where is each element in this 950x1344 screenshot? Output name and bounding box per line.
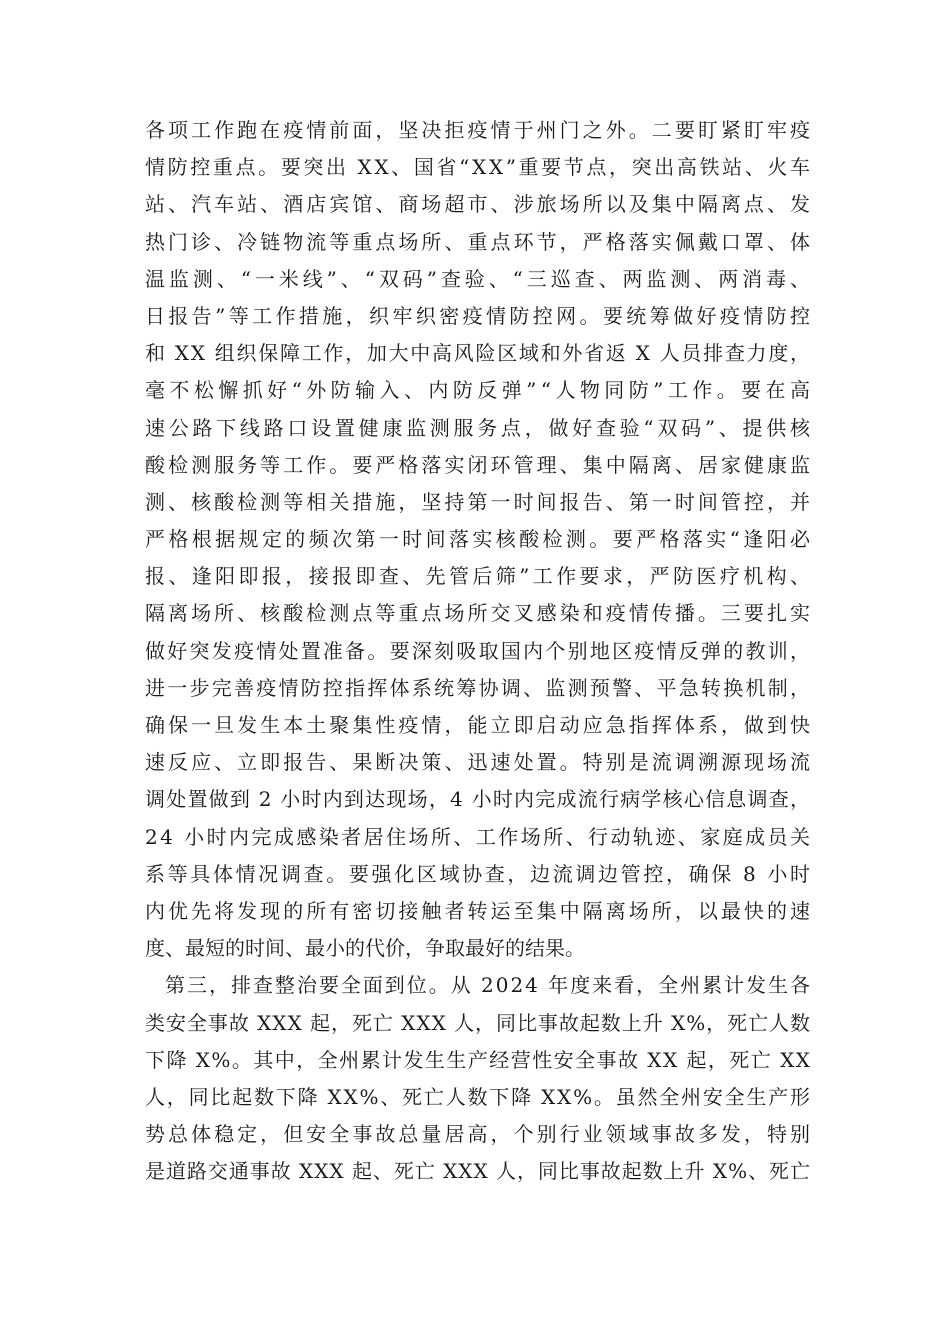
text-line: 日报告”等工作措施，织牢织密疫情防控网。要统筹做好疫情防控 bbox=[145, 303, 814, 328]
text-line: 势总体稳定，但安全事故总量居高，个别行业领域事故多发，特别 bbox=[145, 1122, 814, 1147]
text-line: 调处置做到 2 小时内到达现场，4 小时内完成流行病学核心信息调查， bbox=[145, 787, 812, 812]
text-line: 类安全事故 XXX 起，死亡 XXX 人，同比事故起数上升 X%，死亡人数 bbox=[145, 1010, 811, 1035]
text-line: 系等具体情况调查。要强化区域协查，边流调边管控，确保 8 小时 bbox=[145, 861, 813, 886]
text-line: 是道路交通事故 XXX 起、死亡 XXX 人，同比事故起数上升 X%、死亡 bbox=[145, 1159, 811, 1184]
text-line: 内优先将发现的所有密切接触者转运至集中隔离场所，以最快的速 bbox=[145, 898, 814, 923]
document-body bbox=[145, 112, 815, 1190]
text-line: 测、核酸检测等相关措施，坚持第一时间报告、第一时间管控，并 bbox=[145, 489, 814, 514]
text-line: 热门诊、冷链物流等重点场所、重点环节，严格落实佩戴口罩、体 bbox=[145, 229, 814, 254]
text-line: 情防控重点。要突出 XX、国省“XX”重要节点，突出高铁站、火车 bbox=[145, 155, 813, 180]
text-line-first: 第三，排查整治要全面到位。从 2024 年度来看，全州累计发生各 bbox=[165, 973, 812, 998]
text-line: 温监测、“一米线”、“双码”查验、“三巡查、两监测、两消毒、 bbox=[145, 266, 814, 291]
text-line: 酸检测服务等工作。要严格落实闭环管理、集中隔离、居家健康监 bbox=[145, 452, 814, 477]
text-line: 和 XX 组织保障工作，加大中高风险区域和外省返 X 人员排查力度， bbox=[145, 341, 812, 366]
text-line: 24 小时内完成感染者居住场所、工作场所、行动轨迹、家庭成员关 bbox=[145, 824, 813, 849]
text-line: 毫不松懈抓好“外防输入、内防反弹”“人物同防”工作。要在高 bbox=[145, 378, 815, 403]
text-line: 速反应、立即报告、果断决策、迅速处置。特别是流调溯源现场流 bbox=[145, 750, 814, 775]
text-line: 报、逢阳即报，接报即查、先管后筛”工作要求，严防医疗机构、 bbox=[145, 564, 814, 589]
text-line: 隔离场所、核酸检测点等重点场所交叉感染和疫情传播。三要扎实 bbox=[145, 601, 814, 626]
text-line: 确保一旦发生本土聚集性疫情，能立即启动应急指挥体系，做到快 bbox=[145, 713, 814, 737]
text-line: 站、汽车站、酒店宾馆、商场超市、涉旅场所以及集中隔离点、发 bbox=[145, 192, 814, 217]
text-line: 速公路下线路口设置健康监测服务点，做好查验“双码”、提供核 bbox=[145, 415, 814, 440]
text-line: 做好突发疫情处置准备。要深刻吸取国内个别地区疫情反弹的教训， bbox=[145, 638, 813, 663]
paragraph-epidemic-control bbox=[145, 112, 815, 967]
paragraph-safety-inspection bbox=[145, 967, 814, 1190]
text-line: 各项工作跑在疫情前面，坚决拒疫情于州门之外。二要盯紧盯牢疫 bbox=[145, 118, 814, 142]
text-line: 人，同比起数下降 XX%、死亡人数下降 XX%。虽然全州安全生产形 bbox=[145, 1084, 812, 1109]
text-line: 严格根据规定的频次第一时间落实核酸检测。要严格落实“逢阳必 bbox=[145, 527, 814, 552]
text-line: 进一步完善疫情防控指挥体系统筹协调、监测预警、平急转换机制， bbox=[145, 675, 813, 700]
text-line: 下降 X%。其中，全州累计发生生产经营性安全事故 XX 起，死亡 XX bbox=[145, 1047, 812, 1072]
text-line: 度、最短的时间、最小的代价，争取最好的结果。 bbox=[145, 936, 585, 961]
